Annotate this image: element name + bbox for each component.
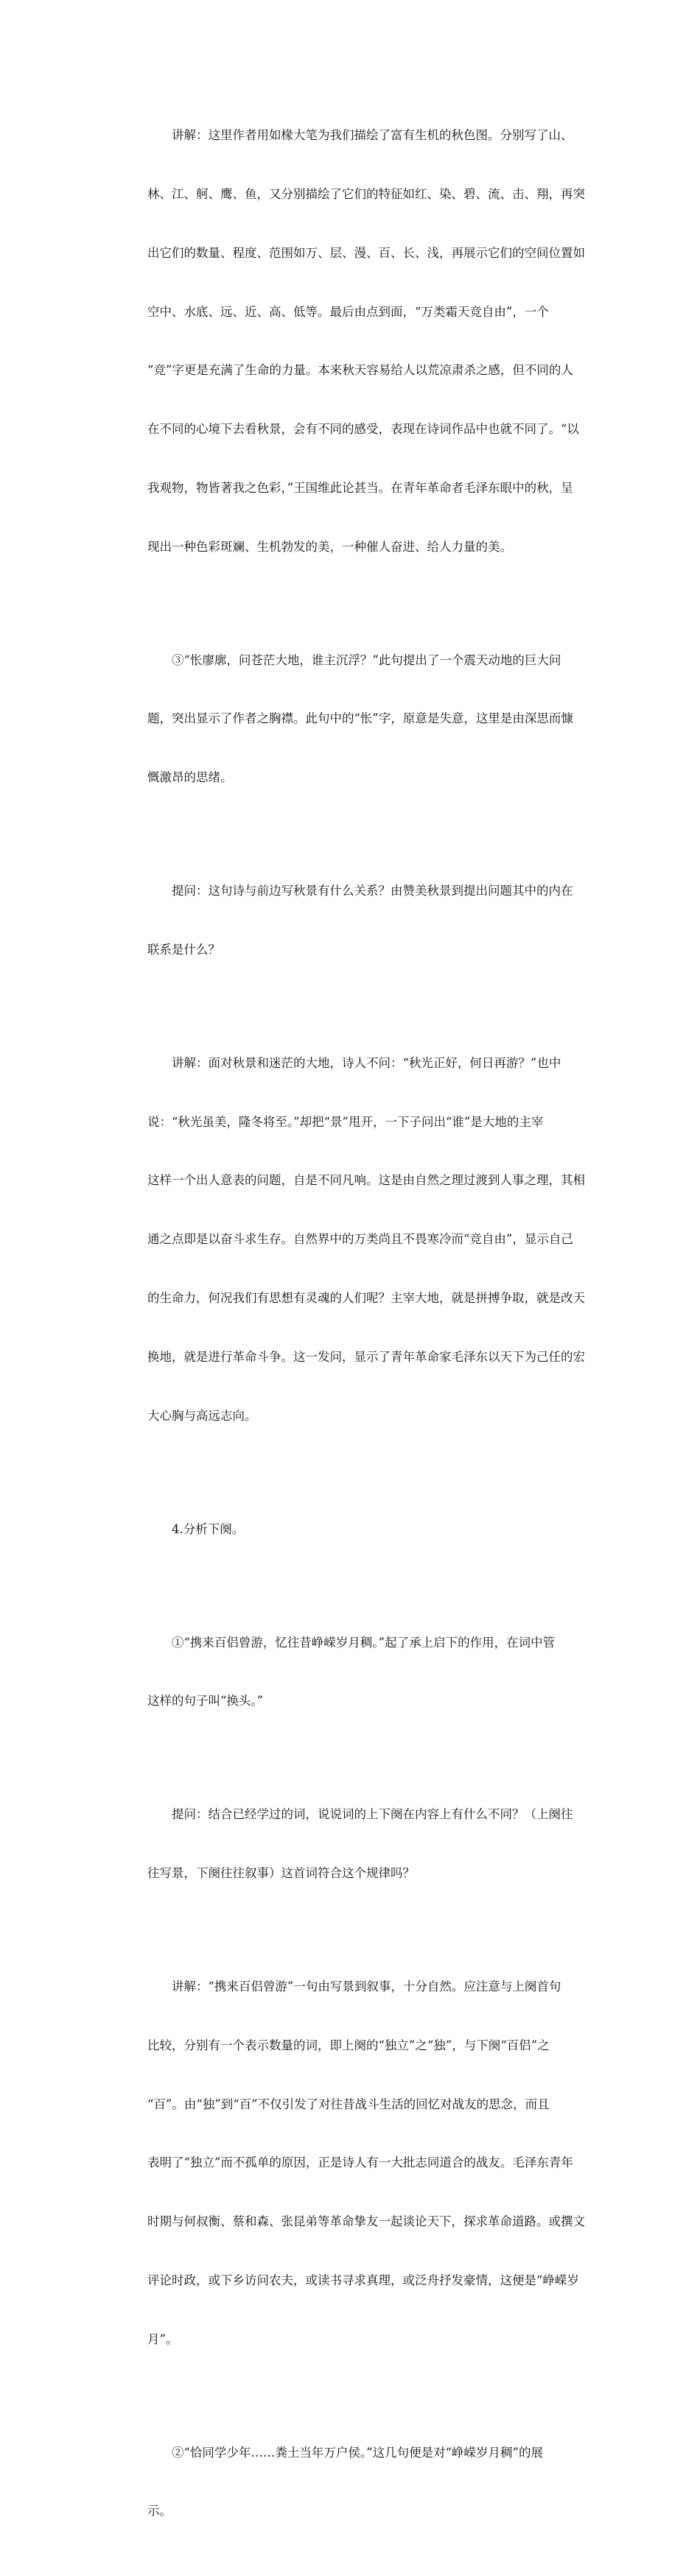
paragraph-item-1 (147, 1594, 597, 1750)
text-line: 出它们的数量、程度、范围如万、层、漫、百、长、浅，再展示它们的空间位置如 (147, 245, 585, 260)
text-line: 通之点即是以奋斗求生存。自然界中的万类尚且不畏寒冷而“竞自由”，显示自己 (147, 1232, 573, 1247)
paragraph-explanation-autumn (147, 87, 597, 596)
text-line: 空中、水底、远、近、高、低等。最后由点到面，“万类霜天竞自由”，一个 (147, 304, 549, 319)
text-line: 月”。 (147, 2332, 178, 2346)
text-line: ①“携来百侣曾游，忆往昔峥嵘岁月稠。”起了承上启下的作用，在词中管 (172, 1635, 556, 1650)
text-line: 这样的句子叫“换头。” (147, 1694, 264, 1708)
text-line: 讲解：这里作者用如椽大笔为我们描绘了富有生机的秋色图。分别写了山、 (172, 128, 573, 143)
text-line: 表明了“独立”而不孤单的原因，正是诗人有一大批志同道合的战友。毛泽东青年 (147, 2156, 573, 2170)
text-line: 讲解：面对秋景和迷茫的大地，诗人不问：“秋光正好，何日再游？”也中 (172, 1055, 561, 1070)
text-line: 林、江、舸、鹰、鱼，又分别描绘了它们的特征如红、染、碧、流、击、翔，再突 (147, 186, 585, 201)
paragraph-question-1 (147, 842, 597, 999)
text-line: 说：“秋光虽美，隆冬将至。”却把“景”甩开，一下子问出“谁”是大地的主宰 (147, 1114, 544, 1129)
paragraph-item-2 (147, 2404, 597, 2561)
text-line: 题，突出显示了作者之胸襟。此句中的“怅”字，原意是失意，这里是由深思而慷 (147, 711, 573, 726)
text-line: “竞”字更是充满了生命的力量。本来秋天容易给人以荒凉肃杀之感，但不同的人 (147, 363, 573, 378)
text-line: 示。 (147, 2504, 172, 2519)
section-heading (147, 1480, 597, 1578)
paragraph-question-2 (147, 1766, 597, 1923)
text-line: “百”。由“独”到“百”不仅引发了对往昔战斗生活的回忆对战友的思念，而且 (147, 2097, 550, 2111)
text-line: 大心胸与高远志向。 (147, 1408, 257, 1423)
text-line: 往写景，下阕往往叙事）这首词符合这个规律吗？ (147, 1866, 415, 1881)
text-line: 4.分析下阕。 (172, 1521, 245, 1536)
text-line: 比较，分别有一个表示数量的词，即上阕的“独立”之“独”，与下阕“百侣”之 (147, 2038, 550, 2052)
text-line: 现出一种色彩斑斓、生机勃发的美，一种催人奋进、给人力量的美。 (147, 539, 512, 554)
text-line: 讲解：“携来百侣曾游”一句由写景到叙事，十分自然。应注意与上阕首句 (172, 1979, 561, 1994)
text-line: 这样一个出人意表的问题，自是不同凡响。这是由自然之理过渡到人事之理，其相 (147, 1173, 585, 1188)
text-line: 时期与何叔衡、蔡和森、张昆弟等革命挚友一起谈论天下，探求革命道路。或撰文 (147, 2214, 585, 2229)
document-body (147, 87, 597, 2576)
text-line: 的生命力，何况我们有思想有灵魂的人们呢？主宰大地，就是拼搏争取，就是改天 (147, 1291, 585, 1306)
text-line: 在不同的心境下去看秋景，会有不同的感受，表现在诗词作品中也就不同了。“以 (147, 422, 579, 437)
text-line: 慨激昂的思绪。 (147, 770, 233, 785)
text-line: ②“恰同学少年……粪土当年万户侯。”这几句便是对“峥嵘岁月稠”的展 (172, 2445, 543, 2460)
text-line: ③“怅廖廓，问苍茫大地，谁主沉浮？”此句提出了一个震天动地的巨大问 (172, 652, 561, 667)
paragraph-explanation-companions (147, 1938, 597, 2389)
text-line: 我观物，物皆著我之色彩，”王国维此论甚当。在青年革命者毛泽东眼中的秋，呈 (147, 480, 573, 495)
text-line: 提问：结合已经学过的词，说说词的上下阕在内容上有什么不同？（上阕往 (172, 1807, 573, 1822)
paragraph-explanation-question (147, 1015, 597, 1465)
text-line: 换地，就是进行革命斗争。这一发问，显示了青年革命家毛泽东以天下为己任的宏 (147, 1349, 585, 1364)
text-line: 提问：这句诗与前边写秋景有什么关系？由赞美秋景到提出问题其中的内在 (172, 884, 573, 898)
paragraph-item-3 (147, 611, 597, 827)
text-line: 联系是什么？ (147, 942, 220, 957)
text-line: 评论时政，或下乡访问农夫，或读书寻求真理，或泛舟抒发豪情，这便是“峥嵘岁 (147, 2273, 579, 2287)
